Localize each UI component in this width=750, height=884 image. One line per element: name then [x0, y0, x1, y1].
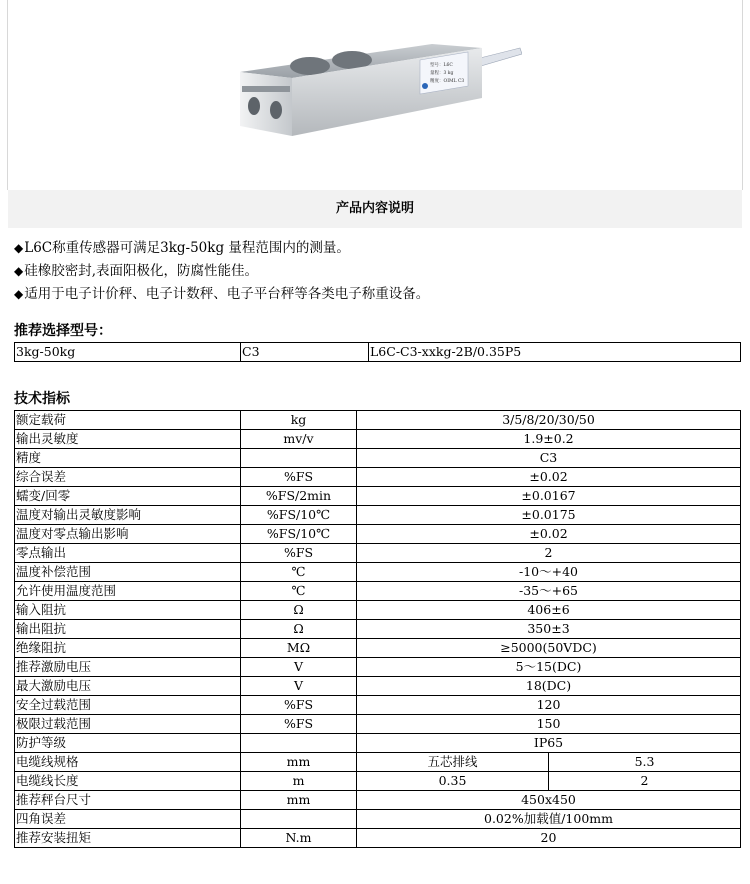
- spec-value-b: 5.3: [549, 753, 741, 772]
- spec-unit: V: [241, 677, 357, 696]
- bullet-item: ◆适用于电子计价秤、电子计数秤、电子平台秤等各类电子称重设备。: [14, 286, 430, 302]
- table-row: [15, 487, 741, 506]
- spec-unit: MΩ: [241, 639, 357, 658]
- table-row: [15, 449, 741, 468]
- table-row: [15, 715, 741, 734]
- table-row: [15, 639, 741, 658]
- spec-name: 输入阻抗: [15, 601, 241, 620]
- spec-value: 1.9±0.2: [357, 430, 741, 449]
- spec-value: ±0.0175: [357, 506, 741, 525]
- spec-unit: Ω: [241, 601, 357, 620]
- spec-value-a: 0.35: [357, 772, 549, 791]
- table-row: [15, 829, 741, 848]
- spec-value: -10～+40: [357, 563, 741, 582]
- spec-value: ±0.0167: [357, 487, 741, 506]
- spec-name: 蠕变/回零: [15, 487, 241, 506]
- spec-value: 3/5/8/20/30/50: [357, 411, 741, 430]
- spec-name: 综合误差: [15, 468, 241, 487]
- spec-unit: V: [241, 658, 357, 677]
- table-row: [15, 810, 741, 829]
- spec-name: 零点输出: [15, 544, 241, 563]
- bullet-item: ◆L6C称重传感器可满足3kg-50kg 量程范围内的测量。: [14, 240, 350, 256]
- spec-value: 5～15(DC): [357, 658, 741, 677]
- specs-heading: 技术指标: [14, 391, 70, 407]
- spec-unit: %FS: [241, 544, 357, 563]
- spec-name: 温度对输出灵敏度影响: [15, 506, 241, 525]
- table-row: [15, 563, 741, 582]
- spec-name: 输出阻抗: [15, 620, 241, 639]
- spec-unit: mv/v: [241, 430, 357, 449]
- spec-name: 防护等级: [15, 734, 241, 753]
- table-row: [15, 582, 741, 601]
- spec-unit: ℃: [241, 582, 357, 601]
- spec-value-b: 2: [549, 772, 741, 791]
- table-row: [15, 411, 741, 430]
- spec-name: 推荐激励电压: [15, 658, 241, 677]
- spec-value: 2: [357, 544, 741, 563]
- frame-left-border: [7, 0, 8, 190]
- table-row: [15, 601, 741, 620]
- table-row: [15, 506, 741, 525]
- specs-table: [14, 410, 741, 848]
- table-row: [15, 696, 741, 715]
- diamond-bullet-icon: ◆: [14, 264, 24, 278]
- spec-unit: %FS: [241, 715, 357, 734]
- rec-range: 3kg-50kg: [15, 343, 241, 362]
- spec-name: 四角误差: [15, 810, 241, 829]
- spec-value: 120: [357, 696, 741, 715]
- spec-name: 极限过载范围: [15, 715, 241, 734]
- spec-name: 最大激励电压: [15, 677, 241, 696]
- spec-unit: mm: [241, 753, 357, 772]
- image-label-line1: 型号：L6C: [430, 63, 453, 68]
- spec-value: C3: [357, 449, 741, 468]
- table-row: [15, 772, 741, 791]
- rec-class: C3: [241, 343, 369, 362]
- spec-name: 推荐安装扭矩: [15, 829, 241, 848]
- spec-name: 电缆线规格: [15, 753, 241, 772]
- spec-value: 406±6: [357, 601, 741, 620]
- table-row: [15, 525, 741, 544]
- spec-unit: %FS: [241, 696, 357, 715]
- section-title: 产品内容说明: [8, 190, 742, 228]
- spec-name: 额定载荷: [15, 411, 241, 430]
- spec-unit: kg: [241, 411, 357, 430]
- frame-right-border: [742, 0, 743, 190]
- table-row: [15, 791, 741, 810]
- spec-name: 温度对零点输出影响: [15, 525, 241, 544]
- spec-unit: ℃: [241, 563, 357, 582]
- table-row: [15, 753, 741, 772]
- spec-unit: [241, 810, 357, 829]
- spec-value: -35～+65: [357, 582, 741, 601]
- spec-name: 允许使用温度范围: [15, 582, 241, 601]
- recommend-table: [14, 342, 741, 362]
- spec-name: 电缆线长度: [15, 772, 241, 791]
- spec-value-a: 五芯排线: [357, 753, 549, 772]
- spec-name: 绝缘阻抗: [15, 639, 241, 658]
- load-cell-product-image: [232, 14, 522, 142]
- spec-value: ±0.02: [357, 525, 741, 544]
- spec-value: 0.02%加载值/100mm: [357, 810, 741, 829]
- diamond-bullet-icon: ◆: [14, 241, 24, 255]
- bullet-item: ◆硅橡胶密封,表面阳极化，防腐性能佳。: [14, 263, 259, 279]
- spec-unit: %FS/10℃: [241, 506, 357, 525]
- spec-name: 输出灵敏度: [15, 430, 241, 449]
- feature-bullets: [14, 237, 429, 306]
- diamond-bullet-icon: ◆: [14, 287, 24, 301]
- image-label-line3: 精度：OIML C3: [430, 79, 465, 84]
- spec-value: 150: [357, 715, 741, 734]
- spec-name: 温度补偿范围: [15, 563, 241, 582]
- table-row: [15, 658, 741, 677]
- spec-unit: m: [241, 772, 357, 791]
- table-row: [15, 677, 741, 696]
- spec-value: 20: [357, 829, 741, 848]
- spec-value: 350±3: [357, 620, 741, 639]
- table-row: [15, 343, 741, 362]
- spec-unit: %FS/2min: [241, 487, 357, 506]
- spec-unit: %FS: [241, 468, 357, 487]
- spec-unit: Ω: [241, 620, 357, 639]
- spec-value: ≥5000(50VDC): [357, 639, 741, 658]
- image-label-line2: 量程：3 kg: [430, 71, 454, 76]
- spec-name: 推荐秤台尺寸: [15, 791, 241, 810]
- rec-model: L6C-C3-xxkg-2B/0.35P5: [369, 343, 741, 362]
- spec-value: 450x450: [357, 791, 741, 810]
- spec-value: 18(DC): [357, 677, 741, 696]
- spec-unit: N.m: [241, 829, 357, 848]
- table-row: [15, 620, 741, 639]
- spec-value: ±0.02: [357, 468, 741, 487]
- table-row: [15, 430, 741, 449]
- spec-name: 安全过载范围: [15, 696, 241, 715]
- table-row: [15, 544, 741, 563]
- spec-name: 精度: [15, 449, 241, 468]
- recommend-heading: 推荐选择型号：: [14, 323, 112, 339]
- spec-unit: mm: [241, 791, 357, 810]
- spec-unit: [241, 449, 357, 468]
- spec-value: IP65: [357, 734, 741, 753]
- spec-unit: [241, 734, 357, 753]
- spec-unit: %FS/10℃: [241, 525, 357, 544]
- table-row: [15, 468, 741, 487]
- table-row: [15, 734, 741, 753]
